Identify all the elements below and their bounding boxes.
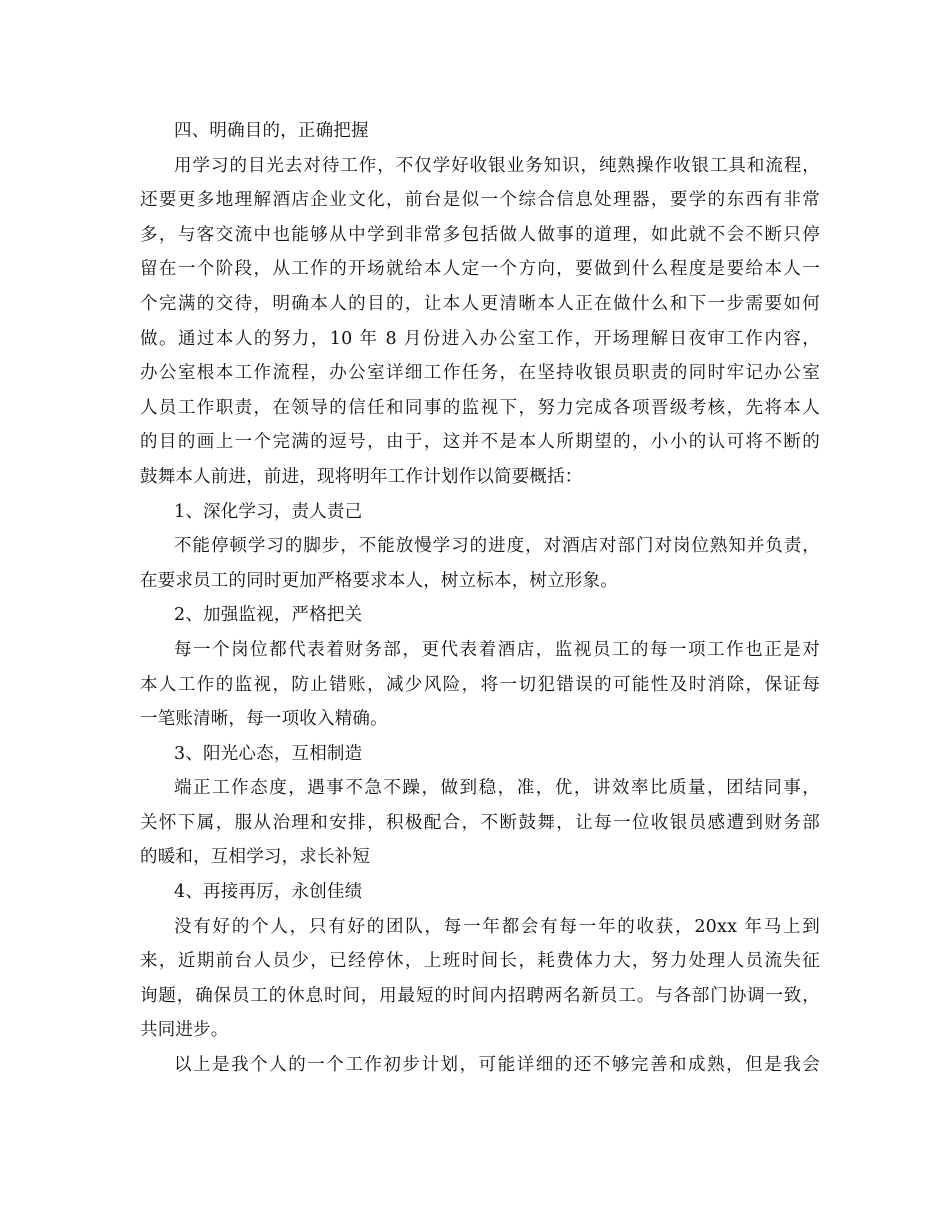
- paragraph-line: 每一个岗位都代表着财务部，更代表着酒店，监视员工的每一项工作也正是对: [174, 639, 820, 660]
- paragraph-line: 办公室根本工作流程，办公室详细工作任务，在坚持收银员职责的同时牢记办公室: [140, 363, 820, 384]
- paragraph-line: 在要求员工的同时更加严格要求本人，树立标本，树立形象。: [140, 570, 618, 591]
- paragraph-line: 还要更多地理解酒店企业文化，前台是似一个综合信息处理器，要学的东西有非常: [140, 190, 820, 211]
- paragraph-line: 鼓舞本人前进，前进，现将明年工作计划作以简要概括：: [140, 466, 583, 487]
- paragraph-line: 用学习的目光去对待工作，不仅学好收银业务知识，纯熟操作收银工具和流程，: [174, 155, 820, 176]
- paragraph-line: 做。通过本人的努力，10 年 8 月份进入办公室工作，开场理解日夜审工作内容，: [140, 328, 820, 349]
- paragraph-line: 关怀下属，服从治理和安排，积极配合，不断鼓舞，让每一位收银员感遭到财务部: [140, 812, 820, 833]
- paragraph-line: 以上是我个人的一个工作初步计划，可能详细的还不够完善和成熟，但是我会: [174, 1055, 820, 1076]
- document-body: [140, 114, 820, 1083]
- paragraph-line: 一笔账清晰，每一项收入精确。: [140, 709, 388, 730]
- section-heading-4: 四、明确目的，正确把握: [174, 121, 369, 141]
- paragraph-line: 没有好的个人，只有好的团队，每一年都会有每一年的收获，20xx 年马上到: [174, 916, 820, 937]
- subheading-1: 1、深化学习，责人责己: [174, 501, 363, 522]
- subheading-2: 2、加强监视，严格把关: [174, 605, 363, 626]
- paragraph-line: 不能停顿学习的脚步，不能放慢学习的进度，对酒店对部门对岗位熟知并负责，: [174, 536, 820, 557]
- paragraph-line: 的暖和，互相学习，求长补短: [140, 847, 371, 868]
- paragraph-line: 的目的画上一个完满的逗号，由于，这并不是本人所期望的，小小的认可将不断的: [140, 432, 820, 453]
- paragraph-line: 本人工作的监视，防止错账，减少风险，将一切犯错误的可能性及时消除，保证每: [140, 674, 820, 695]
- paragraph-line: 端正工作态度，遇事不急不躁，做到稳，准，优，讲效率比质量，团结同事，: [174, 778, 820, 799]
- paragraph-line: 询题，确保员工的休息时间，用最短的时间内招聘两名新员工。与各部门协调一致，: [140, 985, 820, 1006]
- subheading-3: 3、阳光心态，互相制造: [174, 743, 363, 764]
- paragraph-line: 多，与客交流中也能够从中学到非常多包括做人做事的道理，如此就不会不断只停: [140, 224, 820, 245]
- paragraph-line: 留在一个阶段，从工作的开场就给本人定一个方向，要做到什么程度是要给本人一: [140, 259, 820, 280]
- paragraph-line: 人员工作职责，在领导的信任和同事的监视下，努力完成各项晋级考核，先将本人: [140, 397, 820, 418]
- paragraph-line: 个完满的交待，明确本人的目的，让本人更清晰本人正在做什么和下一步需要如何: [140, 293, 820, 314]
- paragraph-line: 来，近期前台人员少，已经停休，上班时间长，耗费体力大，努力处理人员流失征: [140, 951, 820, 972]
- paragraph-line: 共同进步。: [140, 1020, 229, 1041]
- subheading-4: 4、再接再厉，永创佳绩: [174, 882, 363, 903]
